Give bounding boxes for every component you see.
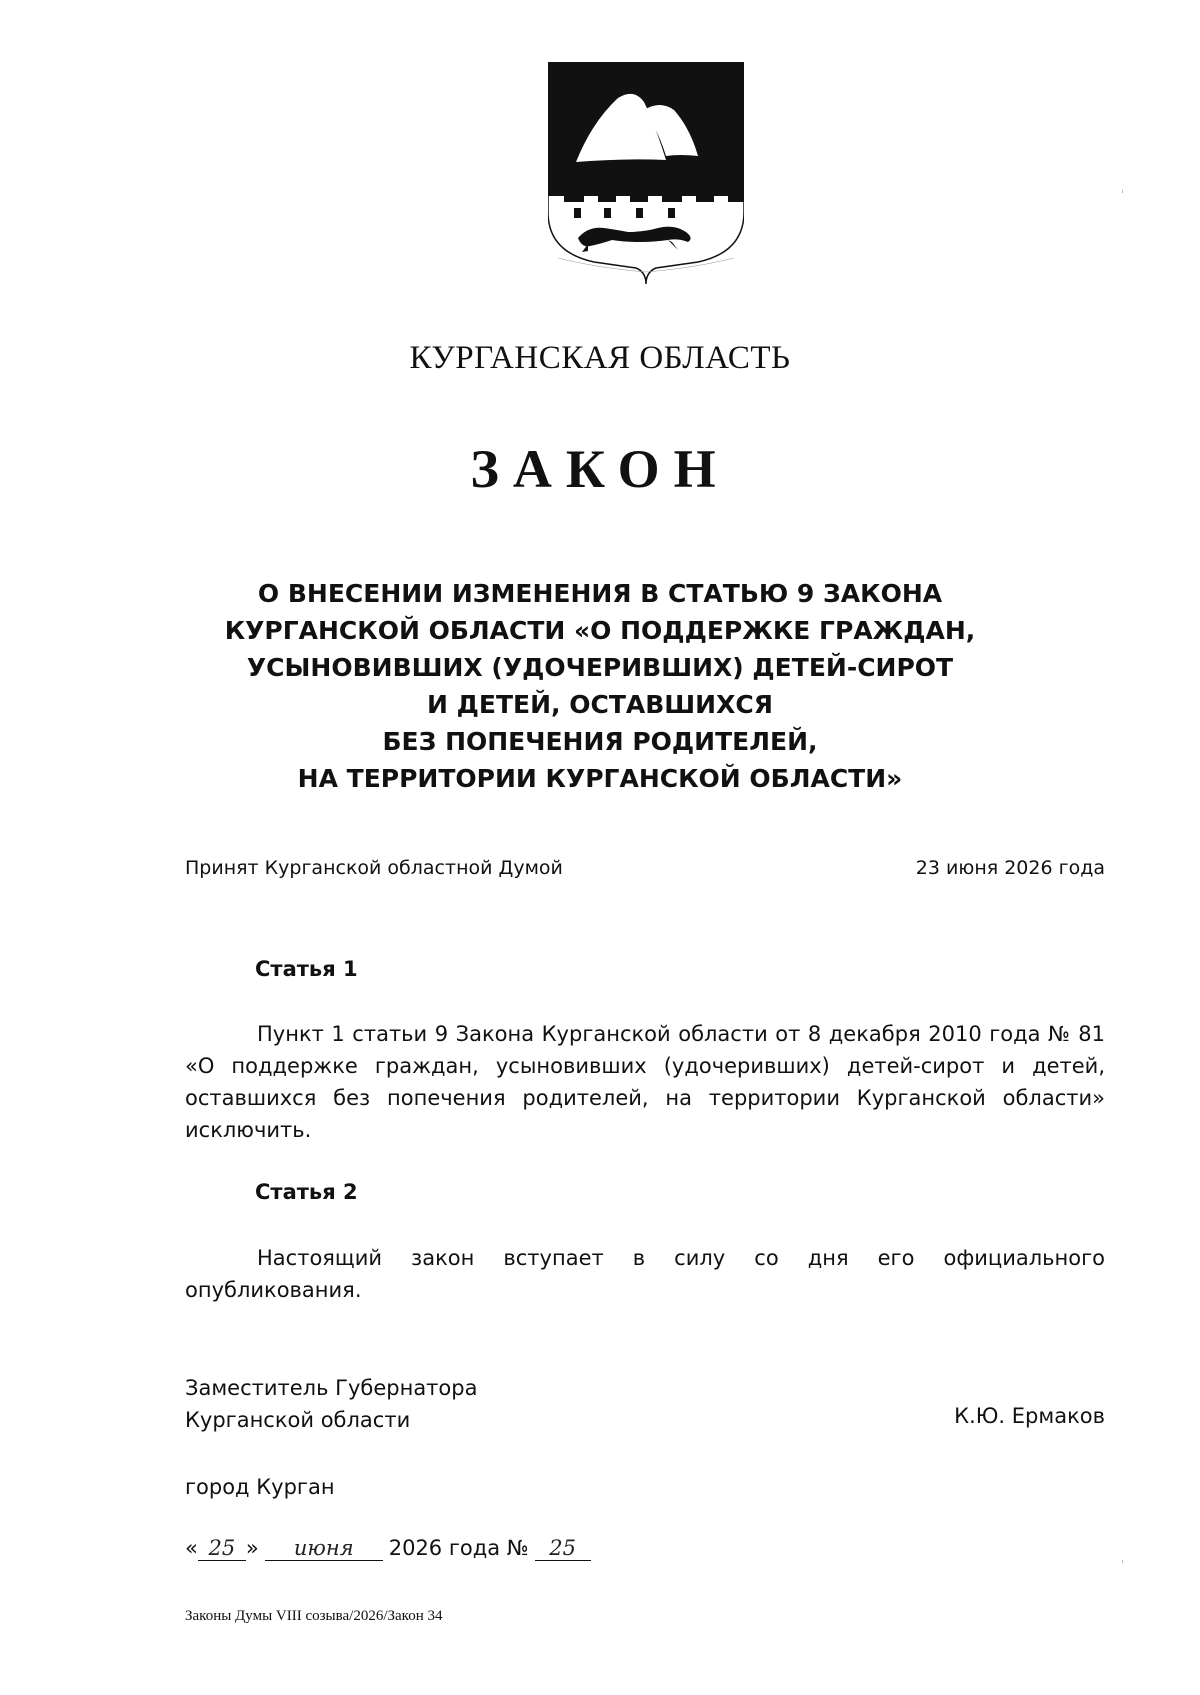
article-1-heading: Статья 1: [255, 957, 358, 981]
signatory-position-line: Курганской области: [185, 1408, 411, 1432]
law-title-line: НА ТЕРРИТОРИИ КУРГАНСКОЙ ОБЛАСТИ»: [297, 764, 903, 793]
handwritten-month: июня: [265, 1536, 383, 1561]
article-2-text: Настоящий закон вступает в силу со дня его официального опубликования.: [185, 1246, 1105, 1302]
law-title-line: О ВНЕСЕНИИ ИЗМЕНЕНИЯ В СТАТЬЮ 9 ЗАКОНА: [257, 579, 943, 608]
scan-mark: [1122, 190, 1123, 193]
place-of-signing: город Курган: [185, 1475, 335, 1499]
article-1-text: Пункт 1 статьи 9 Закона Курганской области от 8 декабря 2010 года № 81 «О поддержке граждан, усыновивших (удочеривших) детей-сирот и детей, оставшихся без попечения родителей, на территории Курганской области» исключить.: [185, 1022, 1105, 1142]
coat-of-arms-icon: [548, 62, 744, 298]
adoption-date: 23 июня 2026 года: [915, 857, 1105, 879]
signatory-position: [185, 1372, 477, 1436]
scan-mark: [1122, 1560, 1123, 1563]
article-2-heading: Статья 2: [255, 1180, 358, 1204]
law-title-line: КУРГАНСКОЙ ОБЛАСТИ «О ПОДДЕРЖКЕ ГРАЖДАН,: [224, 616, 976, 645]
signing-date-line: [185, 1536, 591, 1561]
document-type-heading: ЗАКОН: [470, 439, 730, 499]
region-heading: КУРГАНСКАЯ ОБЛАСТЬ: [409, 340, 791, 376]
handwritten-law-number: 25: [535, 1536, 591, 1561]
law-title: [180, 575, 1020, 797]
law-title-line: УСЫНОВИВШИХ (УДОЧЕРИВШИХ) ДЕТЕЙ-СИРОТ: [246, 653, 954, 682]
adopted-by: Принят Курганской областной Думой: [185, 857, 563, 879]
law-title-line: И ДЕТЕЙ, ОСТАВШИХСЯ: [427, 690, 773, 719]
year-and-number-label: 2026 года №: [388, 1536, 529, 1560]
signatory-name: К.Ю. Ермаков: [954, 1404, 1105, 1428]
signatory-position-line: Заместитель Губернатора: [185, 1376, 478, 1400]
open-quote: «: [185, 1536, 198, 1560]
law-title-line: БЕЗ ПОПЕЧЕНИЯ РОДИТЕЛЕЙ,: [382, 727, 818, 756]
close-quote: »: [245, 1536, 259, 1560]
document-footer: Законы Думы VIII созыва/2026/Закон 34: [185, 1608, 443, 1624]
handwritten-day: 25: [198, 1536, 246, 1561]
